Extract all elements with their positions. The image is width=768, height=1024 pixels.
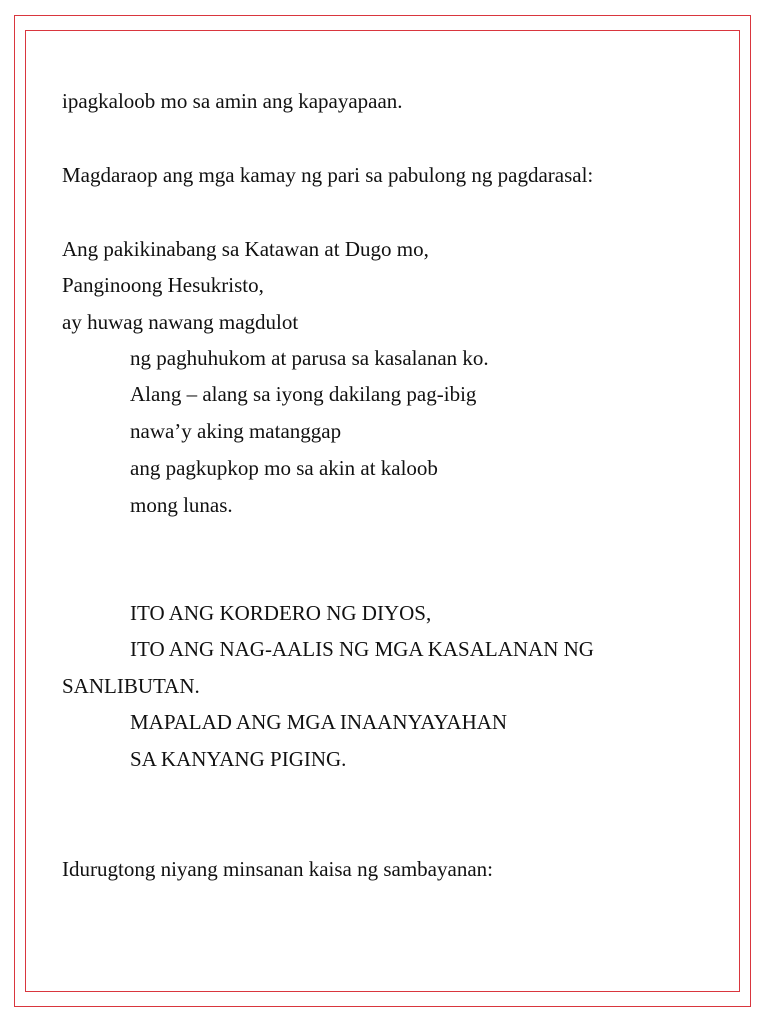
- prayer-line: ng paghuhukom at parusa sa kasalanan ko.: [130, 346, 489, 370]
- prayer-line: ang pagkupkop mo sa akin at kaloob: [130, 456, 438, 480]
- prayer-line: Panginoong Hesukristo,: [62, 273, 264, 297]
- proclamation-line: SA KANYANG PIGING.: [130, 747, 347, 771]
- instruction-line: Idurugtong niyang minsanan kaisa ng sambayanan:: [62, 857, 493, 881]
- prayer-line: nawa’y aking matanggap: [130, 419, 342, 443]
- text-line: ipagkaloob mo sa amin ang kapayapaan.: [62, 89, 403, 113]
- prayer-line: ay huwag nawang magdulot: [62, 310, 299, 334]
- instruction-line: Magdaraop ang mga kamay ng pari sa pabulong ng pagdarasal:: [62, 163, 594, 187]
- proclamation-line: SANLIBUTAN.: [62, 674, 200, 698]
- prayer-line: Alang – alang sa iyong dakilang pag-ibig: [130, 382, 477, 406]
- proclamation-line: ITO ANG KORDERO NG DIYOS,: [130, 601, 432, 625]
- prayer-line: Ang pakikinabang sa Katawan at Dugo mo,: [62, 237, 429, 261]
- proclamation-line: MAPALAD ANG MGA INAANYAYAHAN: [130, 710, 508, 734]
- prayer-line: mong lunas.: [130, 493, 233, 517]
- proclamation-line: ITO ANG NAG-AALIS NG MGA KASALANAN NG: [130, 637, 594, 661]
